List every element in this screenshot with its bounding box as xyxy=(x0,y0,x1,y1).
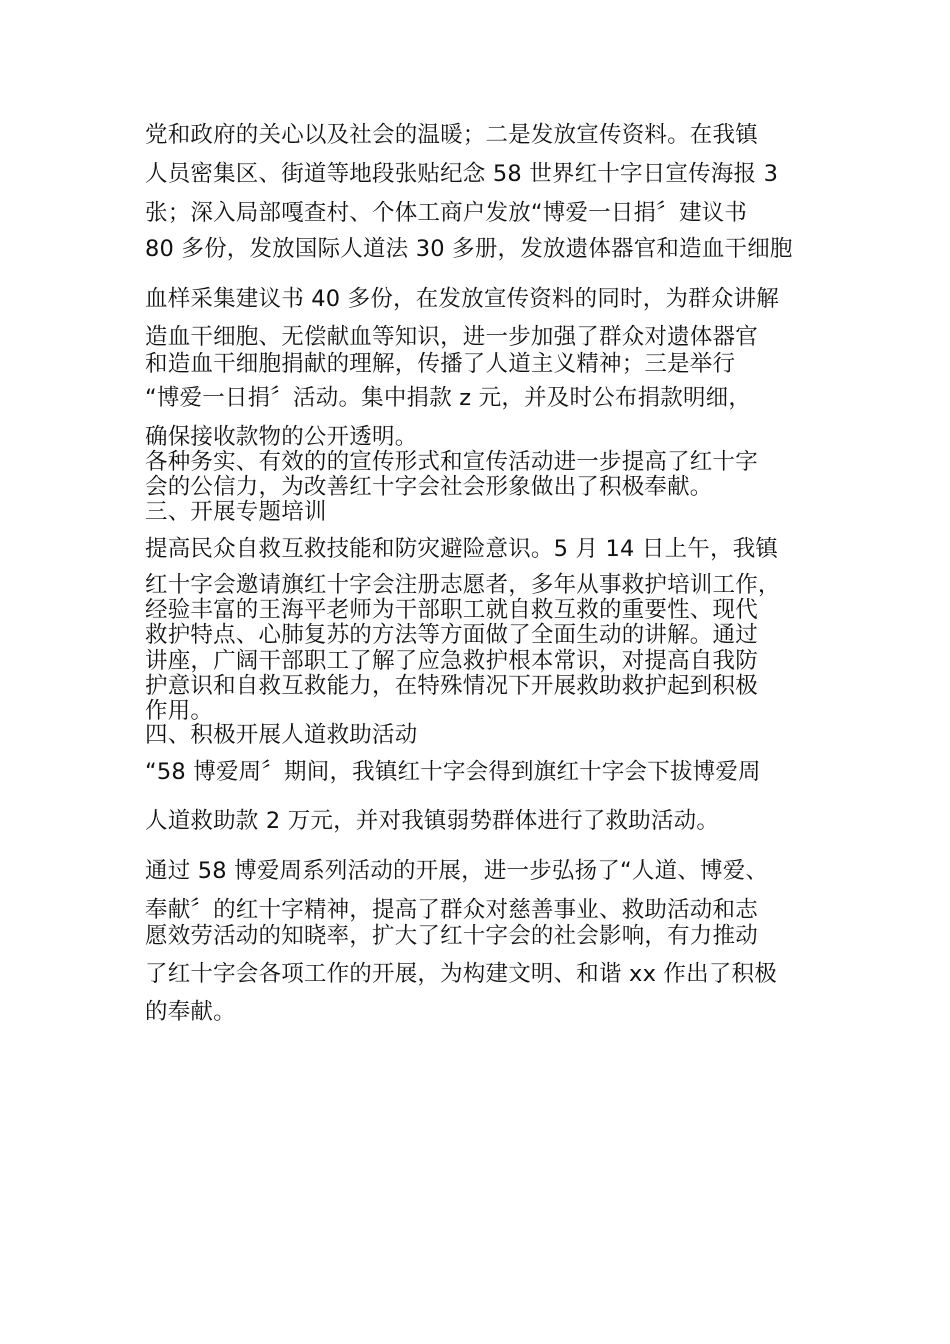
text-line: 确保接收款物的公开透明。 xyxy=(145,424,418,450)
text-line: 奉献〞的红十字精神，提高了群众对慈善事业、救助活动和志 xyxy=(145,897,758,923)
text-line: “博爱一日捐〞活动。集中捐款 z 元，并及时公布捐款明细， xyxy=(145,385,752,411)
section-heading: 四、积极开展人道救助活动 xyxy=(145,722,418,748)
text-line: 张；深入局部嘎查村、个体工商户发放“博爱一日捐〞建议书 xyxy=(145,200,748,226)
text-line: 各种务实、有效的的宣传形式和宣传活动进一步提高了红十字 xyxy=(145,449,758,475)
text-line: 作用。 xyxy=(145,698,214,724)
text-line: 讲座，广阔干部职工了解了应急救护根本常识，对提高自我防 xyxy=(145,648,758,674)
text-line: 提高民众自救互救技能和防灾避险意识。5 月 14 日上午，我镇 xyxy=(145,536,779,562)
text-line: 会的公信力，为改善红十字会社会形象做出了积极奉献。 xyxy=(145,474,713,500)
text-line: 通过 58 博爱周系列活动的开展，进一步弘扬了“人道、博爱、 xyxy=(145,858,769,884)
text-line: 造血干细胞、无偿献血等知识，进一步加强了群众对遗体器官 xyxy=(145,324,758,350)
text-line: 经验丰富的王海平老师为干部职工就自救互救的重要性、现代 xyxy=(145,597,758,623)
text-line: 党和政府的关心以及社会的温暖；二是发放宣传资料。在我镇 xyxy=(145,122,758,148)
text-line: 人道救助款 2 万元，并对我镇弱势群体进行了救助活动。 xyxy=(145,808,720,834)
text-line: 的奉献。 xyxy=(145,999,236,1025)
text-line: 救护特点、心肺复苏的方法等方面做了全面生动的讲解。通过 xyxy=(145,622,758,648)
text-line: 愿效劳活动的知晓率，扩大了红十字会的社会影响，有力推动 xyxy=(145,923,758,949)
text-line: 人员密集区、街道等地段张贴纪念 58 世界红十字日宣传海报 3 xyxy=(145,161,779,187)
text-line: “58 博爱周〞期间，我镇红十字会得到旗红十字会下拔博爱周 xyxy=(145,759,761,785)
text-line: 了红十字会各项工作的开展，为构建文明、和谐 xx 作出了积极 xyxy=(145,961,777,987)
text-line: 红十字会邀请旗红十字会注册志愿者，多年从事救护培训工作， xyxy=(145,572,781,598)
text-line: 护意识和自救互救能力，在特殊情况下开展救助救护起到积极 xyxy=(145,673,758,699)
text-line: 和造血干细胞捐献的理解，传播了人道主义精神；三是举行 xyxy=(145,351,736,377)
text-line: 80 多份，发放国际人道法 30 多册，发放遗体器官和造血干细胞 xyxy=(145,236,793,262)
text-line: 血样采集建议书 40 多份，在发放宣传资料的同时，为群众讲解 xyxy=(145,286,779,312)
section-heading: 三、开展专题培训 xyxy=(145,499,327,525)
